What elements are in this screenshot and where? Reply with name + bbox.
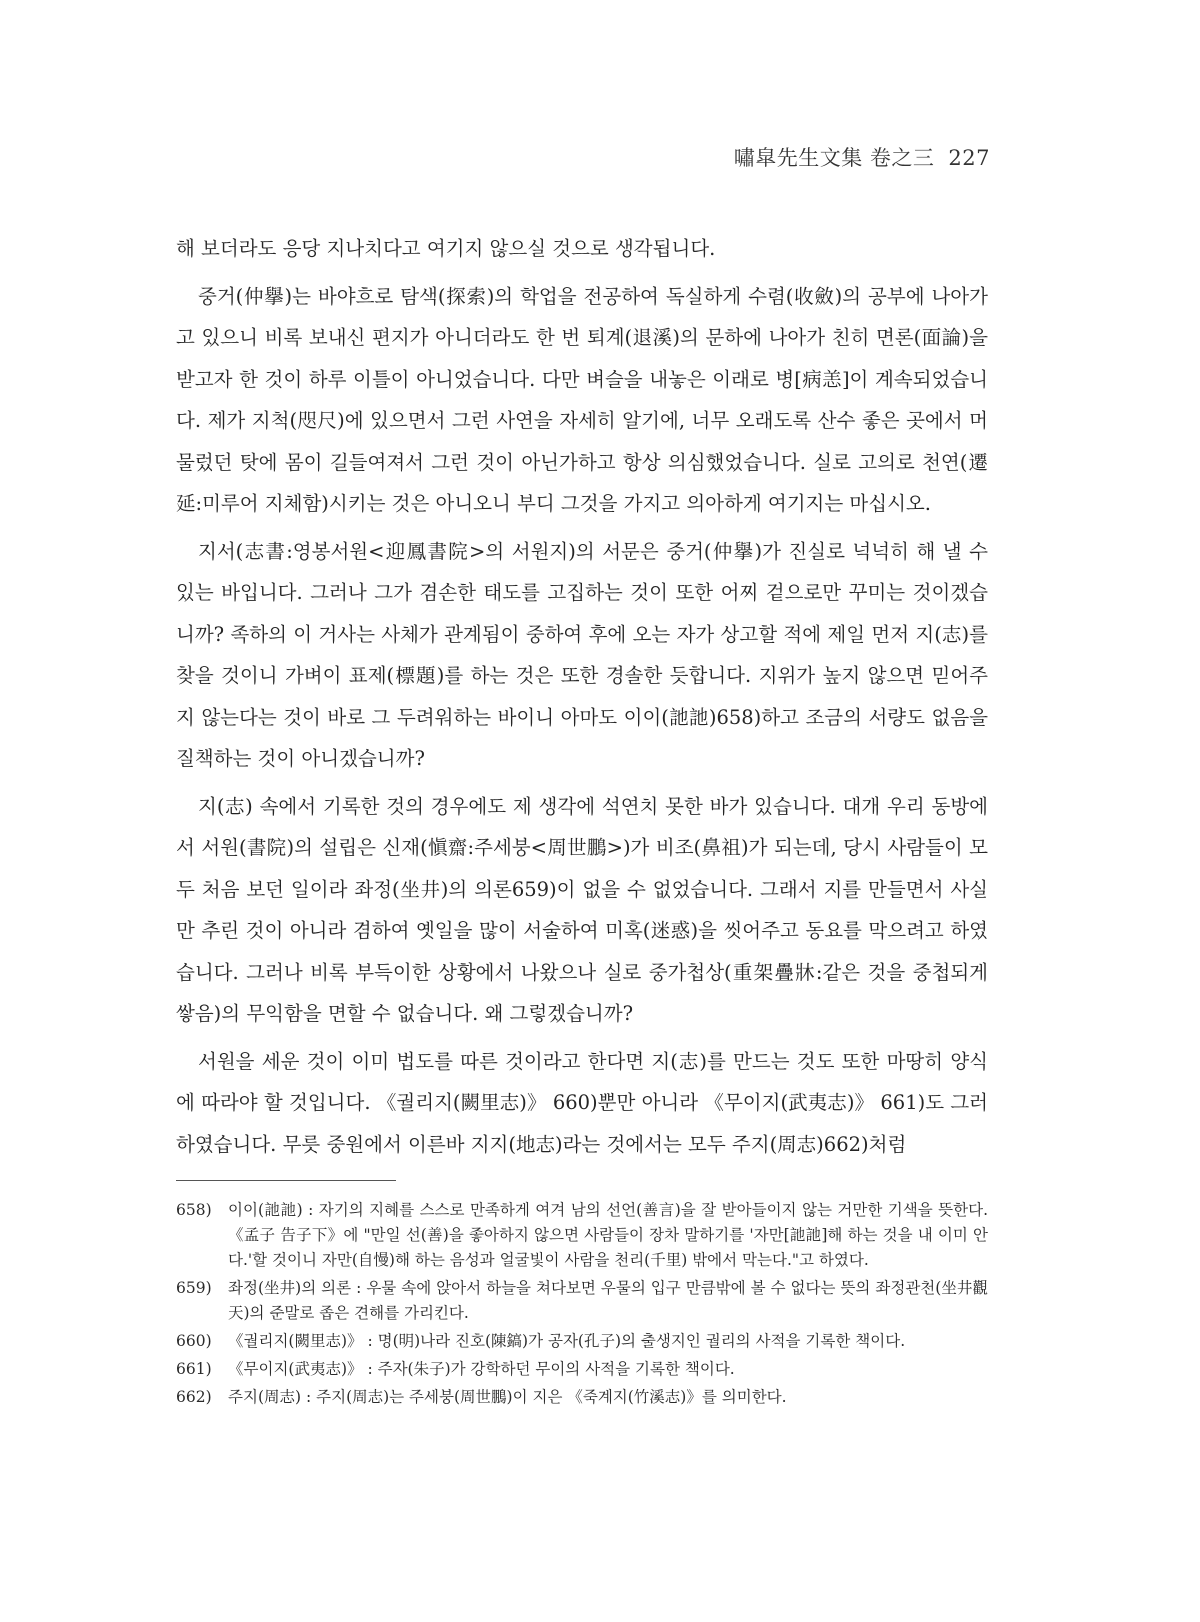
footnote-divider [176,1180,396,1181]
paragraph: 서원을 세운 것이 이미 법도를 따른 것이라고 한다면 지(志)를 만드는 것도 또한 마땅히 양식에 따라야 할 것입니다. 《궐리지(闕里志)》 660)뿐만 아니라 《무이지(武夷志)》 661)도 그러하였습니다. 무릇 중원에서 이른바 지지(地志)라는 것에서는 모두 주지(周志)662)처럼 [176,1049,988,1156]
footnote-text: 이이(訑訑) : 자기의 지혜를 스스로 만족하게 여겨 남의 선언(善言)을 잘 받아들이지 않는 거만한 기색을 뜻한다. 《孟子 告子下》에 "만일 선(善)을 좋아하지 않으면 사람들이 장차 말하기를 '자만[訑訑]해 하는 것을 내 이미 안다.'할 것이니 자만(自慢)해 하는 음성과 얼굴빛이 사람을 천리(千里) 밖에서 막는다."고 하였다. [228,1201,989,1269]
footnote-660 [176,1329,988,1354]
paragraph: 중거(仲擧)는 바야흐로 탐색(探索)의 학업을 전공하여 독실하게 수렴(收斂)의 공부에 나아가고 있으니 비록 보내신 편지가 아니더라도 한 번 퇴계(退溪)의 문하에 나아가 친히 면론(面論)을 받고자 한 것이 하루 이틀이 아니었습니다. 다만 벼슬을 내놓은 이래로 병[病恙]이 계속되었습니다. 제가 지척(咫尺)에 있으면서 그런 사연을 자세히 알기에, 너무 오래도록 산수 좋은 곳에서 머물렀던 탓에 몸이 길들여져서 그런 것이 아닌가하고 항상 의심했었습니다. 실로 고의로 천연(遷延:미루어 지체함)시키는 것은 아니오니 부디 그것을 가지고 의아하게 여기지는 마십시오. [176,284,988,515]
footnote-662 [176,1385,988,1410]
header-title: 嘯皐先生文集 卷之三 [733,146,935,170]
paragraph: 지(志) 속에서 기록한 것의 경우에도 제 생각에 석연치 못한 바가 있습니다. 대개 우리 동방에서 서원(書院)의 설립은 신재(愼齋:주세붕<周世鵬>)가 비조(鼻祖)가 되는데, 당시 사람들이 모두 처음 보던 일이라 좌정(坐井)의 의론659)이 없을 수 없었습니다. 그래서 지를 만들면서 사실만 추린 것이 아니라 겸하여 옛일을 많이 서술하여 미혹(迷惑)을 씻어주고 동요를 막으려고 하였습니다. 그러나 비록 부득이한 상황에서 나왔으나 실로 중가첩상(重架疊牀:같은 것을 중첩되게 쌓음)의 무익함을 면할 수 없습니다. 왜 그렇겠습니까? [176,794,988,1025]
running-header [734,142,990,172]
footnote-text: 주지(周志) : 주지(周志)는 주세붕(周世鵬)이 지은 《죽계지(竹溪志)》를 의미한다. [228,1388,787,1406]
paragraph: 해 보더라도 응당 지나치다고 여기지 않으실 것으로 생각됩니다. [176,237,716,260]
body-text [176,228,988,1171]
footnote-658 [176,1198,988,1273]
footnote-number: 660) [176,1332,212,1350]
footnote-661 [176,1357,988,1382]
footnote-text: 좌정(坐井)의 의론 : 우물 속에 앉아서 하늘을 쳐다보면 우물의 입구 만큼밖에 볼 수 없다는 뜻의 좌정관천(坐井觀天)의 준말로 좁은 견해를 가리킨다. [228,1279,988,1322]
footnote-number: 662) [176,1388,212,1406]
paragraph: 지서(志書:영봉서원<迎鳳書院>의 서원지)의 서문은 중거(仲擧)가 진실로 넉넉히 해 낼 수 있는 바입니다. 그러나 그가 겸손한 태도를 고집하는 것이 또한 어찌 겉으로만 꾸미는 것이겠습니까? 족하의 이 거사는 사체가 관계됨이 중하여 후에 오는 자가 상고할 적에 제일 먼저 지(志)를 찾을 것이니 가벼이 표제(標題)를 하는 것은 또한 경솔한 듯합니다. 지위가 높지 않으면 믿어주지 않는다는 것이 바로 그 두려워하는 바이니 아마도 이이(訑訑)658)하고 조금의 서량도 없음을 질책하는 것이 아니겠습니까? [176,539,988,770]
footnote-659 [176,1276,988,1326]
footnotes [176,1198,988,1413]
footnote-number: 659) [176,1279,212,1297]
footnote-text: 《궐리지(闕里志)》 : 명(明)나라 진호(陳鎬)가 공자(孔子)의 출생지인 궐리의 사적을 기록한 책이다. [228,1332,906,1350]
page-number: 227 [948,146,990,170]
footnote-number: 661) [176,1360,212,1378]
footnote-number: 658) [176,1201,212,1219]
footnote-text: 《무이지(武夷志)》 : 주자(朱子)가 강학하던 무이의 사적을 기록한 책이다. [228,1360,735,1378]
